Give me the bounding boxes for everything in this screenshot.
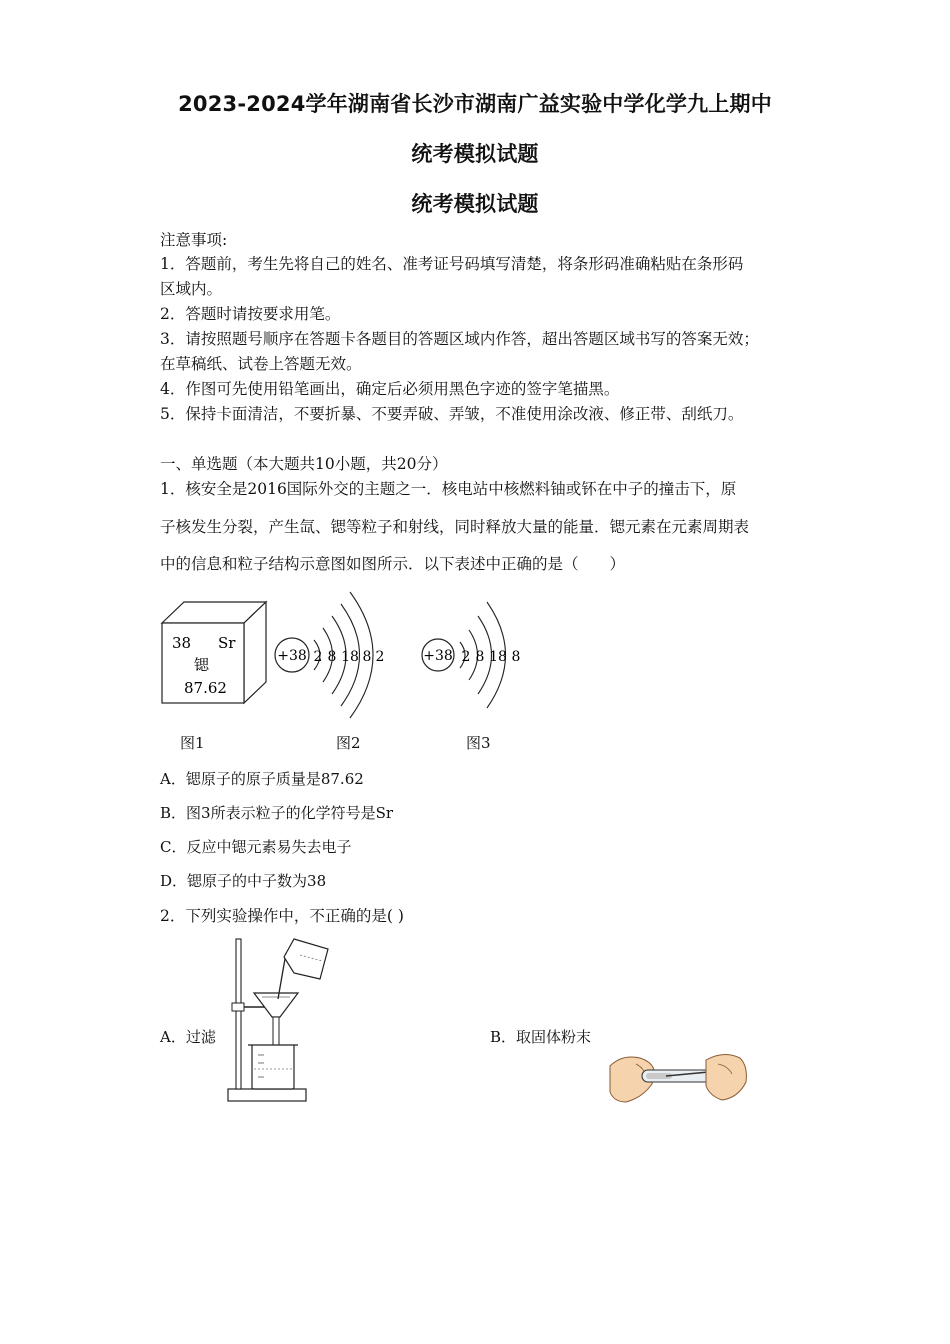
- notice-item: 3．请按照题号顺序在答题卡各题目的答题区域内作答，超出答题区域书写的答案无效；: [160, 330, 759, 348]
- notice-item: 4．作图可先使用铅笔画出，确定后必须用黑色字迹的签字笔描黑。: [160, 380, 620, 398]
- shell-electron-count: 18: [341, 649, 359, 665]
- shell-electron-count: 2: [313, 649, 323, 665]
- powder-sampling-figure: [606, 1048, 750, 1108]
- notice-item: 区域内。: [160, 280, 223, 298]
- atom-structure-figure-3: [418, 590, 528, 720]
- periodic-cell-figure: [158, 598, 270, 708]
- fig1-caption: 图1: [180, 734, 205, 752]
- element-symbol: Sr: [218, 634, 236, 652]
- fig2-caption: 图2: [336, 734, 361, 752]
- section-heading: 一、单选题（本大题共10小题，共20分）: [160, 455, 448, 473]
- atomic-mass: 87.62: [184, 679, 227, 697]
- fig3-caption: 图3: [466, 734, 491, 752]
- shell-electron-count: 8: [362, 649, 372, 665]
- atom-structure-figure-2: [268, 580, 398, 730]
- doc-title-line2: 统考模拟试题: [411, 142, 539, 166]
- q2-option-b: B．取固体粉末: [490, 1028, 592, 1046]
- q1-option-b: B．图3所表示粒子的化学符号是Sr: [160, 804, 394, 822]
- q1-option-c: C．反应中锶元素易失去电子: [160, 838, 352, 856]
- q1-stem-line: 中的信息和粒子结构示意图如图所示．以下表述中正确的是（ ）: [160, 555, 626, 573]
- q2-option-a: A．过滤: [160, 1028, 216, 1046]
- shell-electron-count: 8: [327, 649, 337, 665]
- q1-option-d: D．锶原子的中子数为38: [160, 872, 327, 890]
- notice-item: 在草稿纸、试卷上答题无效。: [160, 355, 362, 373]
- shell-electron-count: 2: [375, 649, 385, 665]
- q1-stem-line: 子核发生分裂，产生氙、锶等粒子和射线，同时释放大量的能量．锶元素在元素周期表: [160, 518, 750, 536]
- atomic-number: 38: [172, 634, 192, 652]
- q1-stem-line: 1．核安全是2016国际外交的主题之一．核电站中核燃料铀或钚在中子的撞击下，原: [160, 480, 737, 498]
- notice-item: 1．答题前，考生先将自己的姓名、准考证号码填写清楚，将条形码准确粘贴在条形码: [160, 255, 744, 273]
- notice-item: 5．保持卡面清洁，不要折暴、不要弄破、弄皱，不准使用涂改液、修正带、刮纸刀。: [160, 405, 744, 423]
- element-name: 锶: [194, 656, 210, 674]
- shell-electron-count: 8: [475, 649, 485, 665]
- shell-electron-count: 2: [461, 649, 471, 665]
- nucleus-charge: +38: [277, 648, 307, 664]
- notice-heading: 注意事项:: [160, 231, 228, 249]
- shell-electron-count: 8: [511, 649, 521, 665]
- shell-electron-count: 18: [489, 649, 507, 665]
- q2-stem: 2．下列实验操作中，不正确的是( ): [160, 907, 404, 925]
- doc-title-line1: 2023-2024学年湖南省长沙市湖南广益实验中学化学九上期中: [178, 92, 772, 116]
- nucleus-charge: +38: [423, 648, 453, 664]
- doc-title-line3: 统考模拟试题: [411, 192, 539, 216]
- notice-item: 2．答题时请按要求用笔。: [160, 305, 341, 323]
- q1-option-a: A．锶原子的原子质量是87.62: [160, 770, 364, 788]
- filtration-apparatus-figure: [222, 935, 337, 1107]
